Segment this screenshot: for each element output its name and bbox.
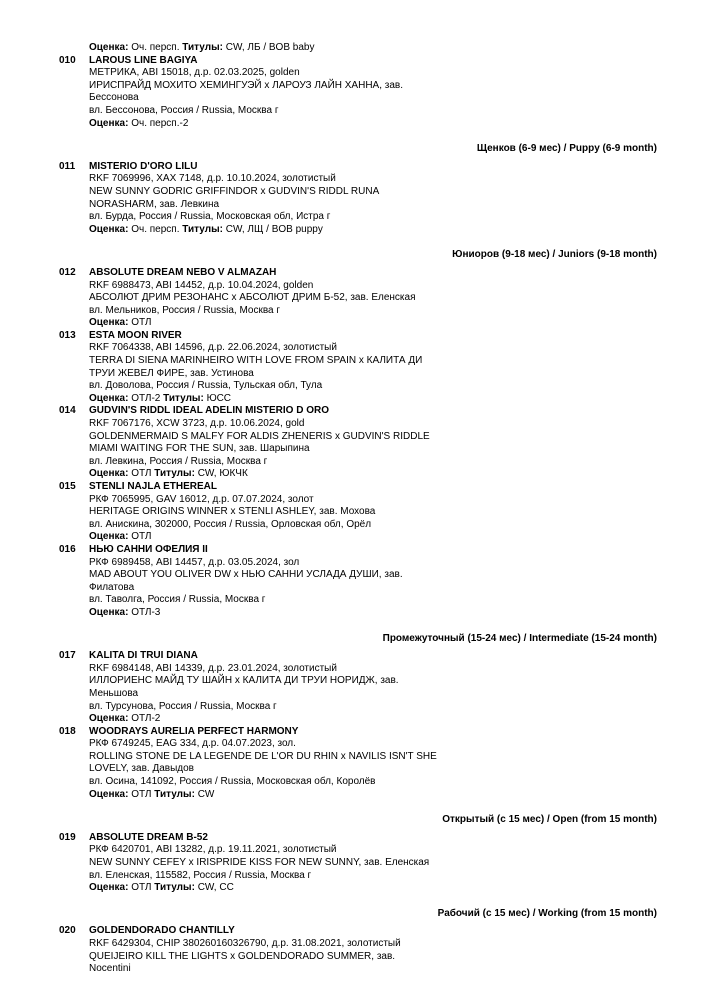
- grade-label: Оценка:: [89, 606, 129, 618]
- entry-detail-line: RKF 6988473, ABI 14452, д.р. 10.04.2024, golden: [89, 279, 314, 291]
- entry-detail-line: ROLLING STONE DE LA LEGENDE DE L'OR DU RHIN x NAVILIS ISN'T SHE: [89, 750, 437, 762]
- entry-detail-line: RKF 7064338, ABI 14596, д.р. 22.06.2024, золотистый: [89, 342, 337, 354]
- grade-label: Оценка:: [89, 882, 129, 894]
- entry-detail-line: TERRA DI SIENA MARINHEIRO WITH LOVE FROM SPAIN x КАЛИТА ДИ: [89, 355, 423, 367]
- entry-detail-line: ИЛЛОРИЕНС МАЙД ТУ ШАЙН x КАЛИТА ДИ ТРУИ НОРИДЖ, зав.: [89, 675, 399, 687]
- entry-header: [0, 650, 707, 663]
- entry-detail-line: РКФ 6420701, ABI 13282, д.р. 19.11.2021, золотистый: [89, 844, 337, 856]
- grade-value: Оч. персп.: [131, 223, 180, 235]
- entry-detail-line: вл. Левкина, Россия / Russia, Москва г: [89, 455, 268, 467]
- titles-label: Титулы:: [182, 42, 223, 53]
- grade-line: [0, 224, 707, 237]
- titles-label: Титулы:: [163, 392, 204, 404]
- entry-detail-line: NEW SUNNY GODRIC GRIFFINDOR x GUDVIN'S RIDDL RUNA: [89, 185, 380, 197]
- entry-header: [0, 726, 707, 739]
- catalog-number: 011: [59, 160, 76, 172]
- catalog-number: 014: [59, 405, 76, 417]
- grade-line: [0, 531, 707, 544]
- titles-value: CW, ЮКЧК: [197, 468, 248, 480]
- entry-detail-line: вл. Таволга, Россия / Russia, Москва г: [89, 594, 266, 606]
- dog-name: ABSOLUTE DREAM B-52: [89, 831, 208, 843]
- dog-entry: [0, 161, 707, 237]
- catalog-number: 017: [59, 650, 76, 662]
- titles-label: Титулы:: [154, 882, 195, 894]
- dog-entry: [0, 330, 707, 406]
- entry-detail-line: вл. Бурда, Россия / Russia, Московская обл, Истра г: [89, 211, 331, 223]
- entry-detail-line: RKF 6984148, ABI 14339, д.р. 23.01.2024, золотистый: [89, 662, 337, 674]
- entry-detail-line: Бессонова: [89, 92, 139, 104]
- dog-entry: [0, 267, 707, 330]
- dog-entry: [0, 925, 707, 975]
- grade-line: [0, 882, 707, 895]
- entry-detail-line: вл. Еленская, 115582, Россия / Russia, Москва г: [89, 869, 312, 881]
- dog-name: ESTA MOON RIVER: [89, 329, 182, 341]
- grade-value: ОТЛ: [131, 317, 152, 329]
- dog-name: MISTERIO D'ORO LILU: [89, 160, 198, 172]
- grade-value: ОТЛ-2: [131, 713, 161, 725]
- grade-label: Оценка:: [89, 223, 129, 235]
- entry-detail-line: QUEIJEIRO KILL THE LIGHTS x GOLDENDORADO SUMMER, зав.: [89, 950, 396, 962]
- class-heading: Рабочий (с 15 мес) / Working (from 15 month): [437, 907, 657, 919]
- entry-detail-line: РКФ 6989458, ABI 14457, д.р. 03.05.2024, зол: [89, 556, 300, 568]
- entry-header: [0, 55, 707, 68]
- grade-line: [0, 607, 707, 620]
- dog-name: ABSOLUTE DREAM NEBO V ALMAZAH: [89, 266, 277, 278]
- catalog-number: 018: [59, 725, 76, 737]
- grade-value: ОТЛ-3: [131, 606, 161, 618]
- class-heading: Щенков (6-9 мес) / Puppy (6-9 month): [476, 143, 657, 155]
- grade-value: Оч. персп.: [131, 42, 180, 53]
- entry-detail-line: МЕТРИКА, ABI 15018, д.р. 02.03.2025, golden: [89, 67, 300, 79]
- entry-detail-line: вл. Бессонова, Россия / Russia, Москва г: [89, 104, 279, 116]
- grade-value: ОТЛ: [131, 468, 152, 480]
- entry-detail-line: NORASHARM, зав. Левкина: [89, 198, 220, 210]
- grade-value: ОТЛ: [131, 788, 152, 800]
- entry-detail-line: RKF 7069996, XAX 7148, д.р. 10.10.2024, золотистый: [89, 173, 336, 185]
- titles-label: Титулы:: [154, 788, 195, 800]
- grade-line: [0, 713, 707, 726]
- dog-name: KALITA DI TRUI DIANA: [89, 650, 198, 662]
- titles-label: Титулы:: [182, 223, 223, 235]
- entry-header: [0, 544, 707, 557]
- titles-value: CW: [197, 788, 215, 800]
- dog-entry: [0, 650, 707, 726]
- entry-detail-line: вл. Анискина, 302000, Россия / Russia, Орловская обл, Орёл: [89, 518, 372, 530]
- entry-detail-line: LOVELY, зав. Давыдов: [89, 763, 194, 775]
- entry-detail-line: MIAMI WAITING FOR THE SUN, зав. Шарыпина: [89, 443, 310, 455]
- grade-label: Оценка:: [89, 788, 129, 800]
- catalog-number: 012: [59, 266, 76, 278]
- dog-name: GOLDENDORADO CHANTILLY: [89, 925, 235, 937]
- grade-value: ОТЛ: [131, 882, 152, 894]
- grade-value: Оч. персп.-2: [131, 117, 189, 129]
- entry-header: [0, 481, 707, 494]
- entry-detail-line: РКФ 6749245, EAG 334, д.р. 04.07.2023, зол.: [89, 738, 296, 750]
- entry-detail-line: РКФ 7065995, GAV 16012, д.р. 07.07.2024, золот: [89, 493, 314, 505]
- grade-line: [0, 468, 707, 481]
- grade-line: [0, 789, 707, 802]
- grade-value: ОТЛ: [131, 531, 152, 543]
- titles-label: Титулы:: [154, 468, 195, 480]
- dog-entry: [0, 405, 707, 481]
- grade-label: Оценка:: [89, 317, 129, 329]
- entry-detail-line: вл. Доволова, Россия / Russia, Тульская обл, Тула: [89, 380, 323, 392]
- entry-detail-line: вл. Осина, 141092, Россия / Russia, Московская обл, Королёв: [89, 776, 376, 788]
- entry-header: [0, 267, 707, 280]
- entry-detail-line: Nocentini: [89, 963, 131, 975]
- titles-value: CW, ЛБ / BOB baby: [225, 42, 315, 53]
- grade-line: [0, 42, 707, 55]
- entry-header: [0, 832, 707, 845]
- entry-detail-line: NEW SUNNY CEFEY x IRISPRIDE KISS FOR NEW SUNNY, зав. Еленская: [89, 857, 430, 869]
- dog-entry: [0, 832, 707, 895]
- dog-entry: [0, 726, 707, 802]
- grade-label: Оценка:: [89, 392, 129, 404]
- grade-label: Оценка:: [89, 713, 129, 725]
- entry-detail-line: вл. Турсунова, Россия / Russia, Москва г: [89, 700, 277, 712]
- entry-header: [0, 405, 707, 418]
- entry-detail-line: GOLDENMERMAID S MALFY FOR ALDIS ZHENERIS x GUDVIN'S RIDDLE: [89, 430, 430, 442]
- dog-name: GUDVIN'S RIDDL IDEAL ADELIN MISTERIO D ORO: [89, 405, 329, 417]
- entry-detail-line: RKF 7067176, XCW 3723, д.р. 10.06.2024, gold: [89, 418, 305, 430]
- entry-detail-line: вл. Мельников, Россия / Russia, Москва г: [89, 304, 281, 316]
- entry-detail-line: Филатова: [89, 581, 135, 593]
- titles-value: CW, ЛЩ / BOB puppy: [225, 223, 323, 235]
- class-heading: Открытый (с 15 мес) / Open (from 15 month): [442, 814, 657, 826]
- grade-value: ОТЛ-2: [131, 392, 161, 404]
- titles-value: ЮСС: [206, 392, 232, 404]
- catalog-number: 020: [59, 925, 76, 937]
- entry-detail-line: HERITAGE ORIGINS WINNER x STENLI ASHLEY, зав. Мохова: [89, 506, 376, 518]
- grade-line: [0, 118, 707, 131]
- class-heading: Промежуточный (15-24 мес) / Intermediate (15-24 month): [382, 632, 657, 644]
- dog-name: STENLI NAJLA ETHEREAL: [89, 481, 217, 492]
- grade-line: [0, 393, 707, 406]
- dog-entry: [0, 544, 707, 620]
- dog-name: WOODRAYS AURELIA PERFECT HARMONY: [89, 725, 299, 737]
- catalog-number: 019: [59, 831, 76, 843]
- grade-label: Оценка:: [89, 531, 129, 543]
- entry-detail-line: ИРИСПРАЙД МОХИТО ХЕМИНГУЭЙ x ЛАРОУЗ ЛАЙН ХАННА, зав.: [89, 79, 404, 91]
- entry-detail-line: MAD ABOUT YOU OLIVER DW x НЬЮ САННИ УСЛАДА ДУШИ, зав.: [89, 569, 403, 581]
- grade-label: Оценка:: [89, 117, 129, 129]
- dog-name: LAROUS LINE BAGIYA: [89, 54, 198, 66]
- grade-label: Оценка:: [89, 42, 129, 53]
- dog-name: НЬЮ САННИ ОФЕЛИЯ II: [89, 543, 208, 555]
- entry-header: [0, 161, 707, 174]
- titles-value: CW, CC: [197, 882, 234, 894]
- catalog-number: 015: [59, 481, 76, 492]
- dog-entry: [0, 481, 707, 544]
- class-heading: Юниоров (9-18 мес) / Juniors (9-18 month): [452, 249, 657, 261]
- dog-entry: [0, 55, 707, 131]
- catalog-document: [0, 42, 707, 976]
- entry-header: [0, 925, 707, 938]
- catalog-number: 010: [59, 54, 76, 66]
- catalog-number: 013: [59, 329, 76, 341]
- entry-detail-line: АБСОЛЮТ ДРИМ РЕЗОНАНС x АБСОЛЮТ ДРИМ Б-52, зав. Еленская: [89, 292, 416, 304]
- grade-line: [0, 317, 707, 330]
- grade-label: Оценка:: [89, 468, 129, 480]
- entry-detail-line: RKF 6429304, CHIP 380260160326790, д.р. 31.08.2021, золотистый: [89, 938, 401, 949]
- entry-header: [0, 330, 707, 343]
- catalog-number: 016: [59, 543, 76, 555]
- entry-detail-line: ТРУИ ЖЕВЕЛ ФИРЕ, зав. Устинова: [89, 367, 254, 379]
- entry-detail-line: Меньшова: [89, 687, 139, 699]
